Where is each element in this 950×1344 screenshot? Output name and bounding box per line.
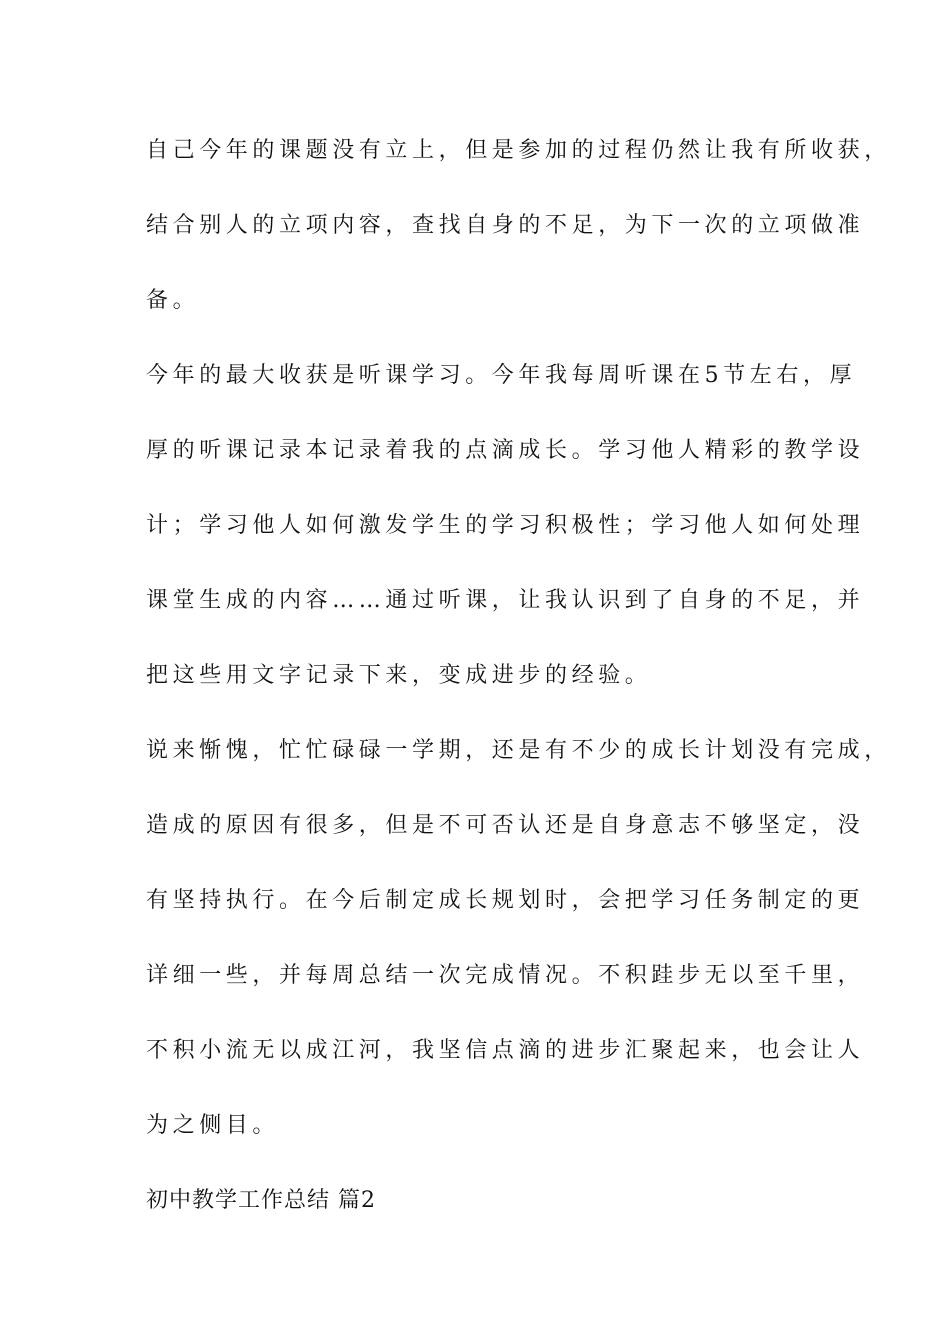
paragraph-line: 说来惭愧，忙忙碌碌一学期，还是有不少的成长计划没有完成， (146, 738, 891, 763)
paragraph-line: 有坚持执行。在今后制定成长规划时，会把学习任务制定的更 (146, 888, 865, 913)
section-heading: 初中教学工作总结 篇2 (146, 1188, 376, 1213)
paragraph-line: 造成的原因有很多，但是不可否认还是自身意志不够坚定，没 (146, 813, 865, 838)
paragraph-line: 为之侧目。 (146, 1113, 280, 1138)
paragraph-line: 备。 (146, 288, 200, 313)
paragraph-line: 把这些用文字记录下来，变成进步的经验。 (146, 663, 652, 688)
paragraph-line: 今年的最大收获是听课学习。今年我每周听课在5节左右，厚 (146, 363, 857, 388)
paragraph-line: 详细一些，并每周总结一次完成情况。不积跬步无以至千里， (146, 963, 865, 988)
paragraph-line: 课堂生成的内容……通过听课，让我认识到了自身的不足，并 (146, 588, 865, 613)
paragraph-line: 不积小流无以成江河，我坚信点滴的进步汇聚起来，也会让人 (146, 1038, 865, 1063)
paragraph-line: 厚的听课记录本记录着我的点滴成长。学习他人精彩的教学设 (146, 438, 865, 463)
paragraph-line: 结合别人的立项内容，查找自身的不足，为下一次的立项做准 (146, 213, 865, 238)
paragraph-line: 自己今年的课题没有立上，但是参加的过程仍然让我有所收获， (146, 138, 891, 163)
paragraph-line: 计；学习他人如何激发学生的学习积极性；学习他人如何处理 (146, 513, 865, 538)
